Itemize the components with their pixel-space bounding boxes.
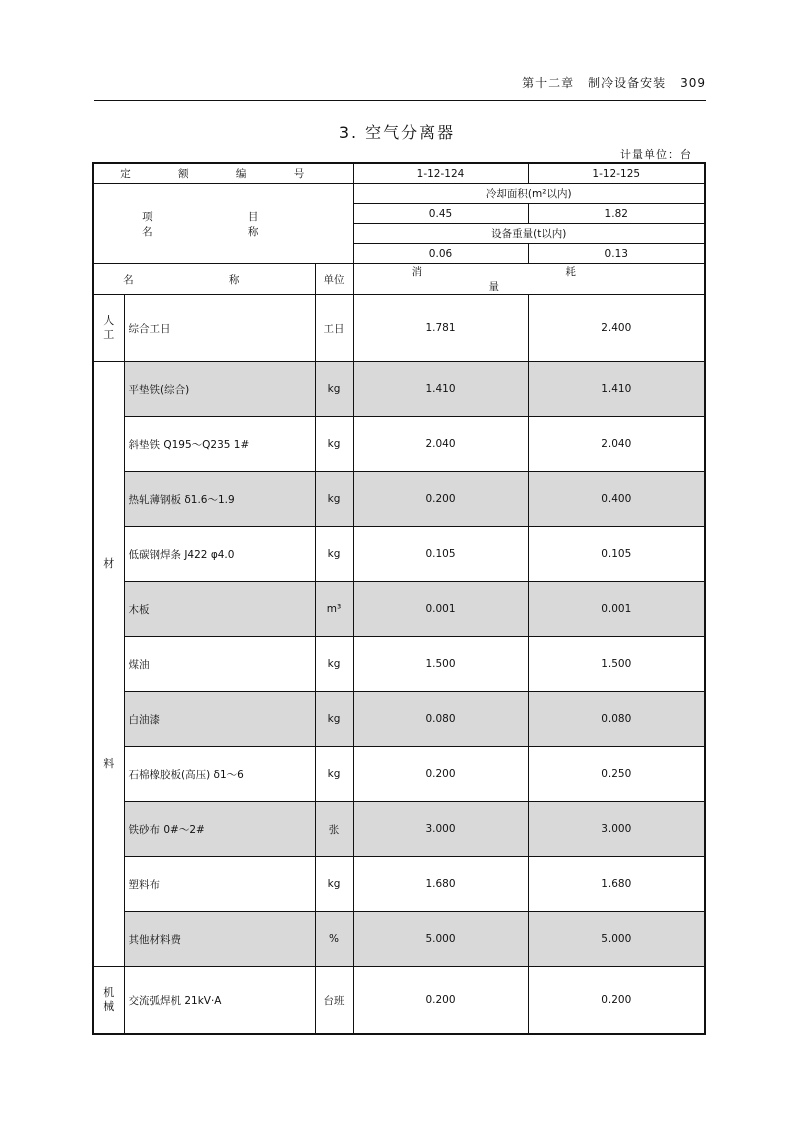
page-header bbox=[94, 74, 706, 91]
material-value-1: 1.410 bbox=[353, 362, 528, 417]
material-value-2: 0.400 bbox=[528, 472, 705, 527]
table-row bbox=[93, 362, 705, 417]
section-label: 制冷设备安装 bbox=[588, 76, 667, 90]
table-row bbox=[93, 472, 705, 527]
param2-value-2: 0.13 bbox=[528, 244, 705, 264]
material-name: 木板 bbox=[124, 582, 315, 637]
param1-value-2: 1.82 bbox=[528, 204, 705, 224]
col-name: 名 称 bbox=[93, 264, 315, 295]
table-row bbox=[93, 692, 705, 747]
labor-value-2: 2.400 bbox=[528, 295, 705, 362]
table-row bbox=[93, 637, 705, 692]
material-value-1: 1.680 bbox=[353, 857, 528, 912]
material-unit: kg bbox=[315, 362, 353, 417]
material-value-1: 0.105 bbox=[353, 527, 528, 582]
table-row bbox=[93, 802, 705, 857]
machine-unit: 台班 bbox=[315, 967, 353, 1035]
material-value-2: 0.250 bbox=[528, 747, 705, 802]
material-value-1: 0.001 bbox=[353, 582, 528, 637]
labor-value-1: 1.781 bbox=[353, 295, 528, 362]
param2-value-1: 0.06 bbox=[353, 244, 528, 264]
material-unit: kg bbox=[315, 747, 353, 802]
material-value-2: 0.080 bbox=[528, 692, 705, 747]
table-row bbox=[93, 527, 705, 582]
item-label: 项 目 名 称 bbox=[93, 184, 353, 264]
material-value-2: 5.000 bbox=[528, 912, 705, 967]
param1-label: 冷却面积(m²以内) bbox=[353, 184, 705, 204]
param2-label: 设备重量(t以内) bbox=[353, 224, 705, 244]
table-row bbox=[93, 747, 705, 802]
material-value-1: 1.500 bbox=[353, 637, 528, 692]
material-unit: m³ bbox=[315, 582, 353, 637]
material-value-2: 3.000 bbox=[528, 802, 705, 857]
page-title: 3. 空气分离器 bbox=[338, 123, 456, 142]
material-unit: kg bbox=[315, 472, 353, 527]
quota-table bbox=[92, 162, 706, 1035]
material-unit: kg bbox=[315, 857, 353, 912]
quota-label: 定 额 编 号 bbox=[93, 163, 353, 184]
material-value-2: 0.105 bbox=[528, 527, 705, 582]
material-value-1: 5.000 bbox=[353, 912, 528, 967]
material-unit: kg bbox=[315, 417, 353, 472]
col-consumption: 消 耗 量 bbox=[353, 264, 705, 295]
machine-row bbox=[93, 967, 705, 1035]
machine-value-2: 0.200 bbox=[528, 967, 705, 1035]
material-category-top: 材 bbox=[103, 557, 115, 570]
material-unit: % bbox=[315, 912, 353, 967]
col-unit: 单位 bbox=[315, 264, 353, 295]
material-name: 其他材料费 bbox=[124, 912, 315, 967]
material-name: 铁砂布 0#～2# bbox=[124, 802, 315, 857]
page-number: 309 bbox=[680, 76, 706, 90]
param1-value-1: 0.45 bbox=[353, 204, 528, 224]
material-name: 平垫铁(综合) bbox=[124, 362, 315, 417]
material-unit: kg bbox=[315, 527, 353, 582]
material-name: 石棉橡胶板(高压) δ1～6 bbox=[124, 747, 315, 802]
table-row bbox=[93, 857, 705, 912]
unit-note: 计量单位：台 bbox=[620, 148, 692, 161]
quota-code-row bbox=[93, 163, 705, 184]
material-value-2: 1.500 bbox=[528, 637, 705, 692]
material-value-2: 1.410 bbox=[528, 362, 705, 417]
material-name: 斜垫铁 Q195～Q235 1# bbox=[124, 417, 315, 472]
code-1: 1-12-124 bbox=[353, 163, 528, 184]
material-unit: kg bbox=[315, 637, 353, 692]
code-2: 1-12-125 bbox=[528, 163, 705, 184]
machine-name: 交流弧焊机 21kV·A bbox=[124, 967, 315, 1035]
table-row bbox=[93, 417, 705, 472]
labor-name: 综合工日 bbox=[124, 295, 315, 362]
table-row bbox=[93, 912, 705, 967]
machine-category bbox=[93, 967, 124, 1035]
table-row bbox=[93, 582, 705, 637]
chapter-label: 第十二章 bbox=[522, 76, 575, 90]
material-value-1: 2.040 bbox=[353, 417, 528, 472]
param1-label-row bbox=[93, 184, 705, 204]
material-name: 白油漆 bbox=[124, 692, 315, 747]
material-unit: kg bbox=[315, 692, 353, 747]
material-value-1: 0.200 bbox=[353, 472, 528, 527]
material-value-2: 1.680 bbox=[528, 857, 705, 912]
machine-category-text: 机械 bbox=[103, 986, 115, 1013]
material-value-1: 0.080 bbox=[353, 692, 528, 747]
material-category-bottom: 料 bbox=[103, 757, 115, 770]
material-category bbox=[93, 362, 124, 967]
material-value-2: 2.040 bbox=[528, 417, 705, 472]
material-name: 热轧薄钢板 δ1.6～1.9 bbox=[124, 472, 315, 527]
labor-unit: 工日 bbox=[315, 295, 353, 362]
material-value-1: 3.000 bbox=[353, 802, 528, 857]
labor-category bbox=[93, 295, 124, 362]
material-name: 塑料布 bbox=[124, 857, 315, 912]
header-rule bbox=[94, 100, 706, 101]
material-unit: 张 bbox=[315, 802, 353, 857]
labor-category-text: 人工 bbox=[103, 314, 115, 341]
material-value-2: 0.001 bbox=[528, 582, 705, 637]
machine-value-1: 0.200 bbox=[353, 967, 528, 1035]
material-name: 煤油 bbox=[124, 637, 315, 692]
material-value-1: 0.200 bbox=[353, 747, 528, 802]
column-header-row bbox=[93, 264, 705, 295]
labor-row bbox=[93, 295, 705, 362]
material-name: 低碳钢焊条 J422 φ4.0 bbox=[124, 527, 315, 582]
